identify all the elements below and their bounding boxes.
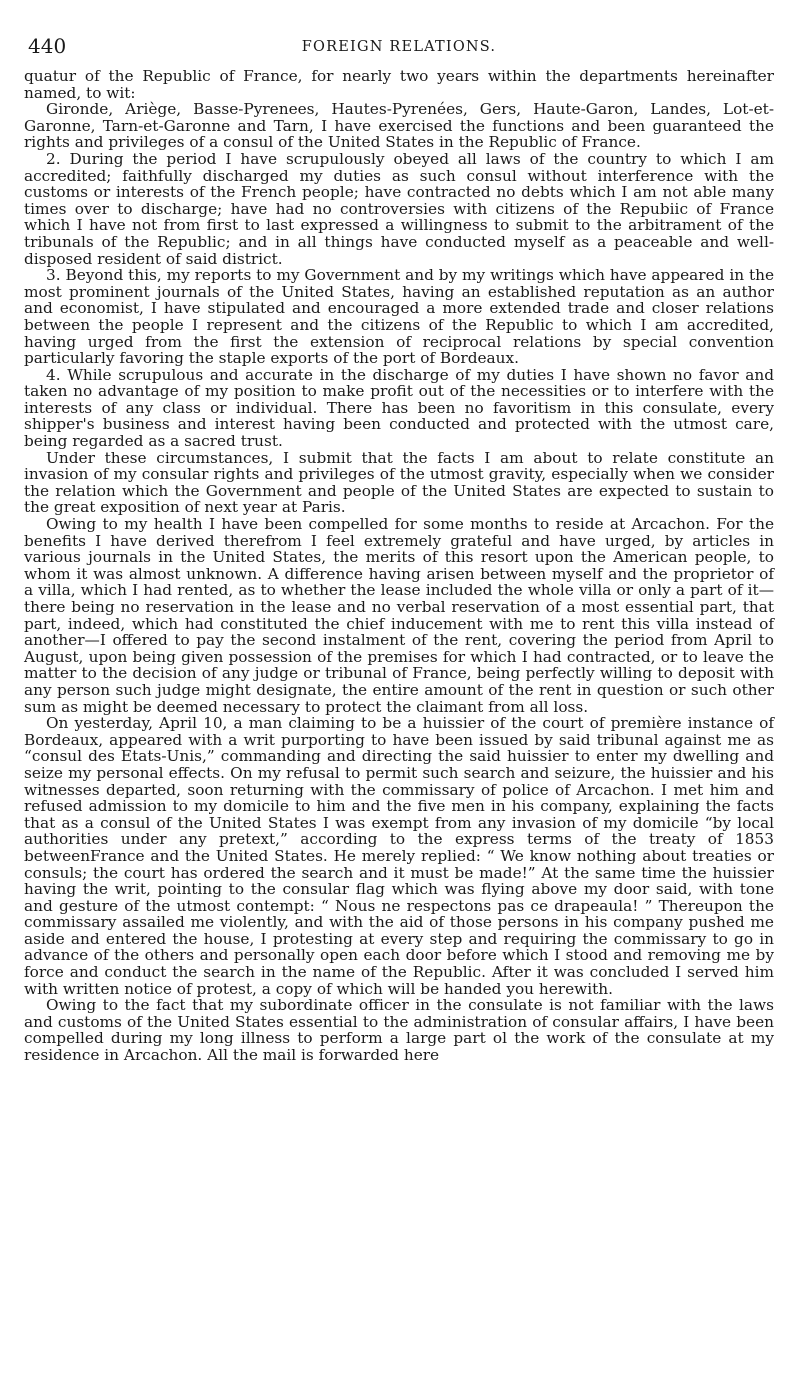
paragraph-4: 4. While scrupulous and accurate in the discharge of my duties I have shown no favor and taken no advantage of my position to make profit out of the necessities or to interfere with the interests of any class or individual. There has been no favoritism in this consulate, every shipper's business and interest having been conducted and protected with the utmost care, being regarded as a sacred trust.: [24, 365, 774, 451]
paragraph-april-10: On yesterday, April 10, a man claiming to be a huissier of the court of première instance of Bordeaux, appeared with a writ purporting to have been issued by said tribunal against me as “consul des Etats-Unis,” commanding and directing the said huissier to enter my dwelling and seize my personal effects. On my refusal to permit such search and seizure, the huissier and his witnesses departed, soon returning with the commissary of police of Arcachon. I met him and refused admission to my domicile to him and the five men in his company, explaining the facts that as a consul of the United States I was exempt from any invasion of my domicile “by local authorities under any pretext,” according to the express terms of the treaty of 1853 betweenFrance and the United States. He merely replied: “ We know nothing about treaties or consuls; the court has ordered the search and it must be made!” At the same time the huissier having the writ, pointing to the consular flag which was flying above my door said, with tone and gesture of the utmost contempt: “ Nous ne respectons pas ce drapeaula! ” Thereupon the commissary assailed me violently, and with the aid of those persons in his company pushed me aside and entered the house, I protesting at every step and requiring the commissary to go in advance of the others and personally open each door before which I stood and removing me by force and conduct the search in the name of the Republic. After it was concluded I served him with written notice of protest, a copy of which will be handed you herewith.: [24, 714, 774, 998]
document-page: [24, 34, 774, 1064]
paragraph-3: 3. Beyond this, my reports to my Government and by my writings which have appeared in the most prominent journals of the United States, having an established reputation as an author and economist, I have stipulated and encouraged a more extended trade and closer relations between the people I represent and the citizens of the Republic to which I am accredited, having urged from the first the extension of reciprocal relations by special convention particularly favoring the staple exports of the port of Bordeaux.: [24, 266, 774, 368]
document-body: [24, 68, 774, 1064]
paragraph-arcachon: Owing to my health I have been compelled for some months to reside at Arcachon. For the benefits I have derived therefrom I feel extremely grateful and have urged, by articles in various journals in the United States, the merits of this resort upon the American people, to whom it was almost unknown. A difference having arisen between myself and the proprietor of a villa, which I had rented, as to whether the lease included the whole villa or only a part of it—there being no reservation in the lease and no verbal reservation of a most essential part, that part, indeed, which had constituted the chief inducement with me to rent this villa instead of another—I offered to pay the second instalment of the rent, covering the period from April to August, upon being given possession of the premises for which I had contracted, or to leave the matter to the decision of any judge or tribunal of France, being perfectly willing to deposit with any person such judge might designate, the entire amount of the rent in question or such other sum as might be deemed necessary to protect the claimant from all loss.: [24, 515, 774, 716]
paragraph-departments: Gironde, Ariège, Basse-Pyrenees, Hautes-Pyrenées, Gers, Haute-Garon, Landes, Lot-et-Garonne, Tarn-et-Garonne and Tarn, I have exercised the functions and been guaranteed the rights and privileges of a consul of the United States in the Republic of France.: [24, 100, 774, 152]
paragraph-continued: quatur of the Republic of France, for nearly two years within the departments hereinafter named, to wit:: [24, 67, 774, 102]
paragraph-circumstances: Under these circumstances, I submit that the facts I am about to relate constitute an invasion of my consular rights and privileges of the utmost gravity, especially when we consider the relation which the Government and people of the United States are expected to sustain to the great exposition of next year at Paris.: [24, 448, 774, 517]
paragraph-subordinate-officer: Owing to the fact that my subordinate officer in the consulate is not familiar with the laws and customs of the United States essential to the administration of consular affairs, I have been compelled during my long illness to perform a large part ol the work of the consulate at my residence in Arcachon. All the mail is forwarded here: [24, 996, 774, 1065]
paragraph-2: 2. During the period I have scrupulously obeyed all laws of the country to which I am accredited; faithfully discharged my duties as such consul without interference with the customs or interests of the French people; have contracted no debts which I am not able many times over to discharge; have had no controversies with citizens of the Repubiic of France which I have not from first to last expressed a willingness to submit to the arbitrament of the tribunals of the Republic; and in all things have conducted myself as a peaceable and well-disposed resident of said district.: [24, 149, 774, 268]
page-number: 440: [28, 34, 67, 58]
page-header: [24, 34, 774, 60]
running-title: FOREIGN RELATIONS.: [301, 39, 497, 55]
